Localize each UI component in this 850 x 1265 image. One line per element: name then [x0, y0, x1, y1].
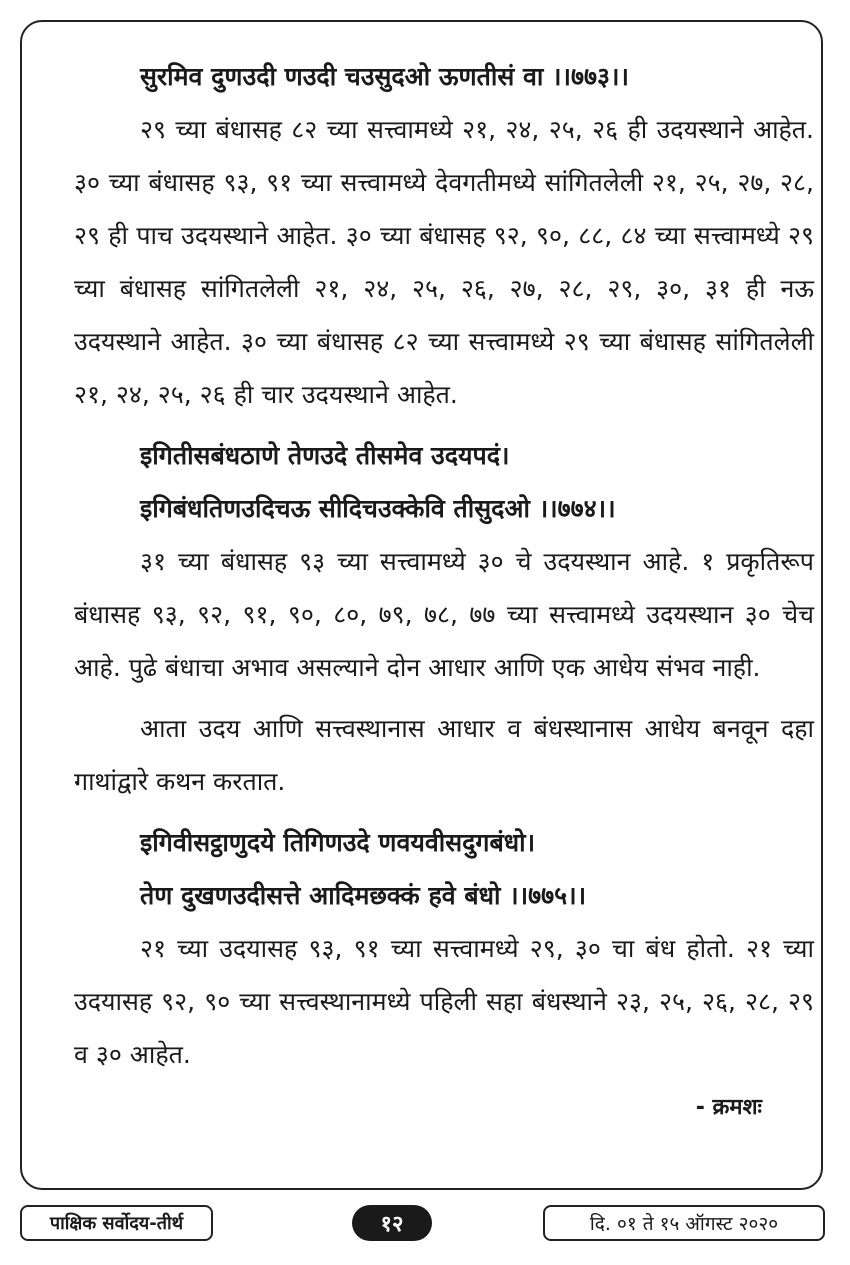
paragraph-2	[74, 535, 814, 694]
paragraph-1-text: २९ च्या बंधासह ८२ च्या सत्त्वामध्ये २१, २४, २५, २६ ही उदयस्थाने आहेत. ३० च्या बंधासह ९३, ९१ च्या सत्त्वामध्ये देवगतीमध्ये सांगितलेली २१, २५, २७, २८, २९ ही पाच उदयस्थाने आहेत. ३० च्या बंधासह ९२, ९०, ८८, ८४ च्या सत्त्वामध्ये २९ च्या बंधासह सांगितलेली २१, २४, २५, २६, २७, २८, २९, ३०, ३१ ही नऊ उदयस्थाने आहेत. ३० च्या बंधासह ८२ च्या सत्त्वामध्ये २९ च्या बंधासह सांगितलेली २१, २४, २५, २६ ही चार उदयस्थाने आहेत.	[74, 115, 814, 409]
verse-774-line-1: इगितीसबंधठाणे तेणउदे तीसमेव उदयपदं।	[140, 441, 510, 470]
paragraph-2-text: ३१ च्या बंधासह ९३ च्या सत्त्वामध्ये ३० चे उदयस्थान आहे. १ प्रकृतिरूप बंधासह ९३, ९२, ९१, ९०, ८०, ७९, ७८, ७७ च्या सत्त्वामध्ये उदयस्थान ३० चेच आहे. पुढे बंधाचा अभाव असल्याने दोन आधार आणि एक आधेय संभव नाही.	[74, 547, 814, 682]
paragraph-4	[74, 922, 814, 1081]
verse-775-line-1: इगिवीसट्ठाणुदये तिगिणउदे णवयवीसदुगबंधो।	[140, 828, 536, 857]
issue-date: दि. ०१ ते १५ ऑगस्ट २०२०	[543, 1205, 825, 1241]
paragraph-1	[74, 103, 814, 421]
continued-marker: - क्रमशः	[695, 1095, 762, 1120]
paragraph-3	[74, 702, 814, 808]
page-number: १२	[352, 1205, 432, 1241]
verse-774-line-2: इगिबंधतिणउदिचऊ सीदिचउक्केवि तीसुदओ ।।७७४।।	[140, 494, 616, 523]
paragraph-4-text: २१ च्या उदयासह ९३, ९१ च्या सत्त्वामध्ये २९, ३० चा बंध होतो. २१ च्या उदयासह ९२, ९० च्या सत्त्वस्थानामध्ये पहिली सहा बंधस्थाने २३, २५, २६, २८, २९ व ३० आहेत.	[74, 934, 814, 1069]
page-border	[20, 20, 823, 1190]
verse-775-line-2: तेण दुखणउदीसत्ते आदिमछक्कं हवे बंधो ।।७७५।।	[140, 881, 587, 910]
verse-773: सुरमिव दुणउदी णउदी चउसुदओ ऊणतीसं वा ।।७७३।।	[140, 62, 629, 91]
article-body	[74, 50, 814, 1121]
paragraph-3-text: आता उदय आणि सत्त्वस्थानास आधार व बंधस्थानास आधेय बनवून दहा गाथांद्वारे कथन करतात.	[74, 714, 814, 796]
page-footer	[0, 1205, 850, 1245]
publication-name: पाक्षिक सर्वोदय-तीर्थ	[20, 1205, 213, 1241]
